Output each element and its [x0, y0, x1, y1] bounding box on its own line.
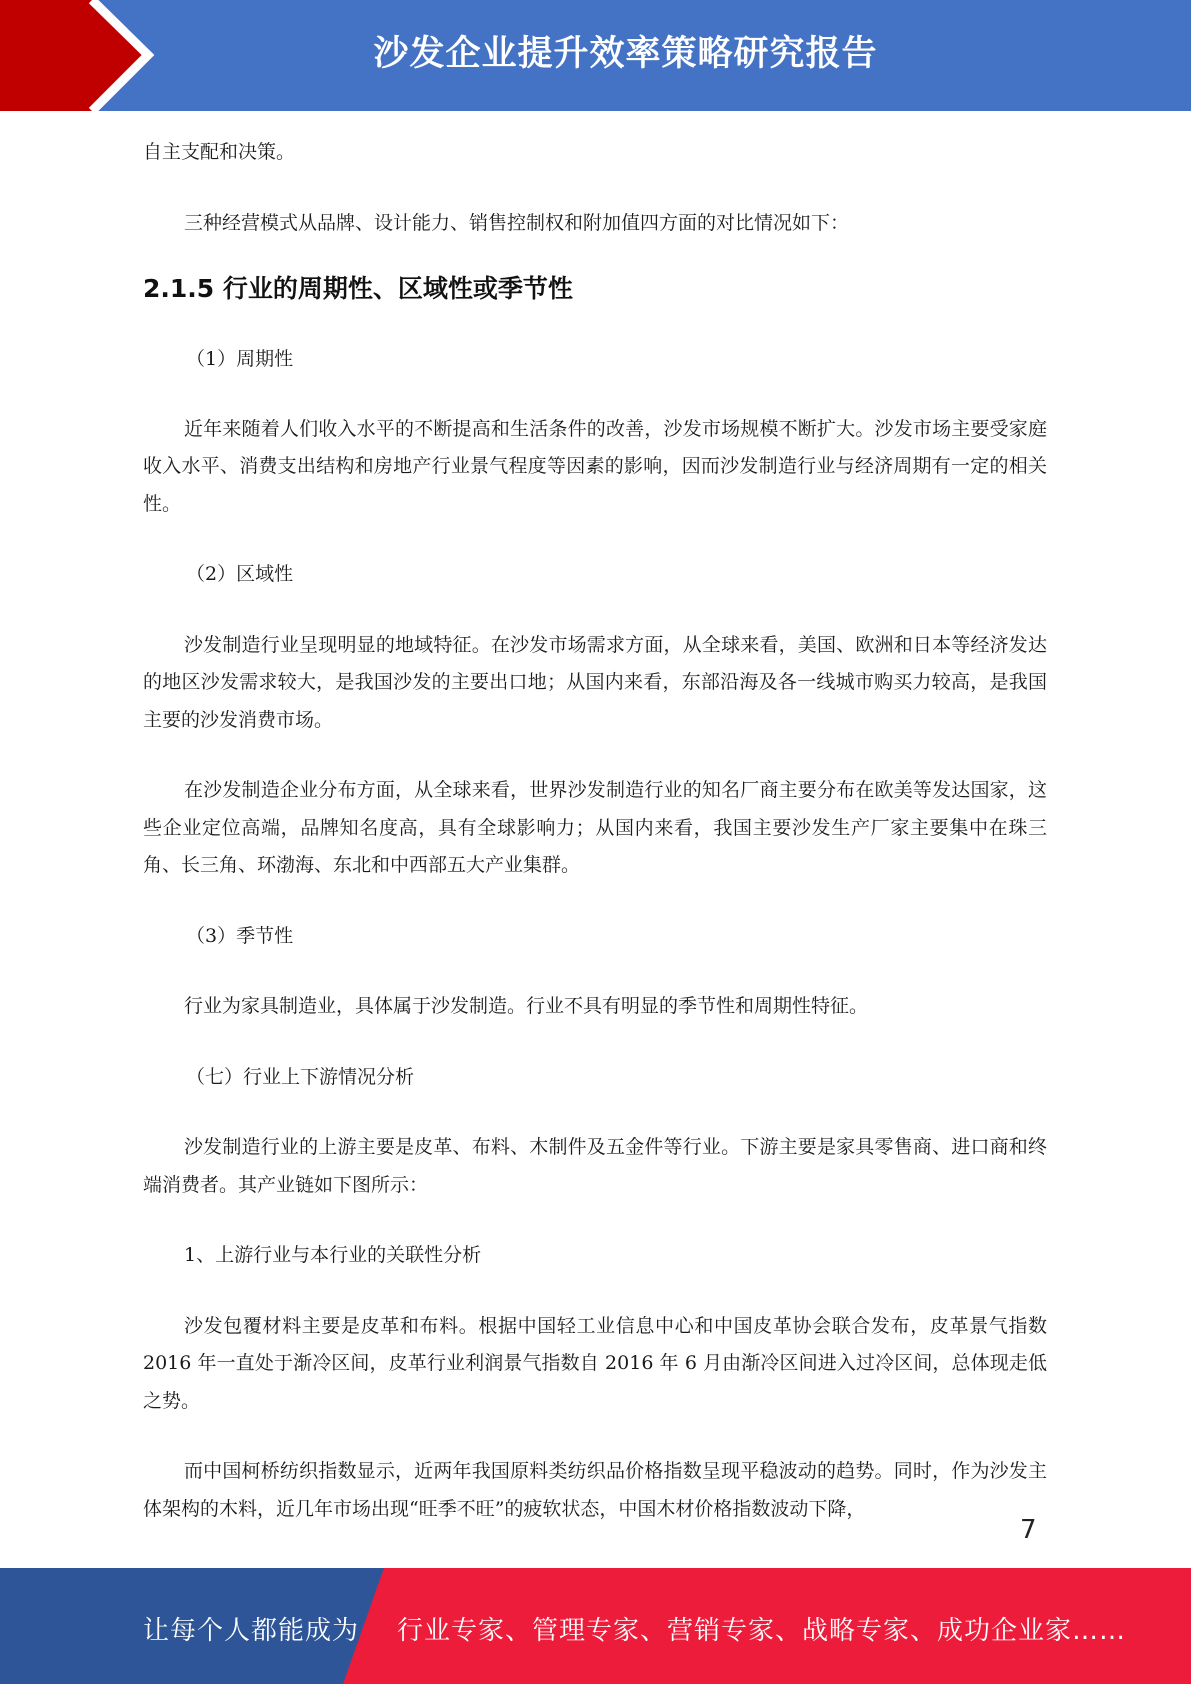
paragraph: 沙发包覆材料主要是皮革和布料。根据中国轻工业信息中心和中国皮革协会联合发布，皮革景气指数 2016 年一直处于渐冷区间，皮革行业利润景气指数自 2016 年 6 月由渐冷区间进入过冷区间，总体现走低之势。 [143, 1314, 1047, 1412]
subsection-label: 1、上游行业与本行业的关联性分析 [184, 1244, 482, 1266]
page-header [0, 0, 1191, 111]
paragraph: 沙发制造行业呈现明显的地域特征。在沙发市场需求方面，从全球来看，美国、欧洲和日本等经济发达的地区沙发需求较大，是我国沙发的主要出口地；从国内来看，东部沿海及各一线城市购买力较高，是我国主要的沙发消费市场。 [143, 633, 1047, 731]
paragraph: 在沙发制造企业分布方面，从全球来看，世界沙发制造行业的知名厂商主要分布在欧美等发达国家，这些企业定位高端，品牌知名度高，具有全球影响力；从国内来看，我国主要沙发生产厂家主要集中在珠三角、长三角、环渤海、东北和中西部五大产业集群。 [143, 779, 1047, 876]
header-title: 沙发企业提升效率策略研究报告 [373, 34, 878, 74]
subsection-label: （2）区域性 [186, 563, 294, 585]
paragraph: 沙发制造行业的上游主要是皮革、布料、木制件及五金件等行业。下游主要是家具零售商、进口商和终端消费者。其产业链如下图所示： [143, 1136, 1047, 1196]
paragraph: 行业为家具制造业，具体属于沙发制造。行业不具有明显的季节性和周期性特征。 [184, 995, 869, 1017]
subsection-label: （七）行业上下游情况分析 [186, 1065, 415, 1088]
paragraph: 三种经营模式从品牌、设计能力、销售控制权和附加值四方面的对比情况如下： [184, 211, 850, 234]
section-heading: 2.1.5 行业的周期性、区域性或季节性 [143, 274, 573, 303]
page-footer [0, 1568, 1191, 1684]
subsection-label: （1）周期性 [186, 348, 294, 370]
page-number: 7 [1020, 1515, 1037, 1545]
document-body [143, 134, 1047, 1528]
footer-slogan-left: 让每个人都能成为 [143, 1616, 360, 1646]
footer-slogan-right: 行业专家、管理专家、营销专家、战略专家、成功企业家…… [397, 1616, 1127, 1646]
paragraph: 而中国柯桥纺织指数显示，近两年我国原料类纺织品价格指数呈现平稳波动的趋势。同时，作为沙发主体架构的木料，近几年市场出现“旺季不旺”的疲软状态，中国木材价格指数波动下降， [143, 1460, 1047, 1520]
paragraph: 近年来随着人们收入水平的不断提高和生活条件的改善，沙发市场规模不断扩大。沙发市场主要受家庭收入水平、消费支出结构和房地产行业景气程度等因素的影响，因而沙发制造行业与经济周期有一定的相关性。 [143, 417, 1047, 515]
subsection-label: （3）季节性 [186, 924, 294, 947]
paragraph: 自主支配和决策。 [143, 141, 296, 163]
